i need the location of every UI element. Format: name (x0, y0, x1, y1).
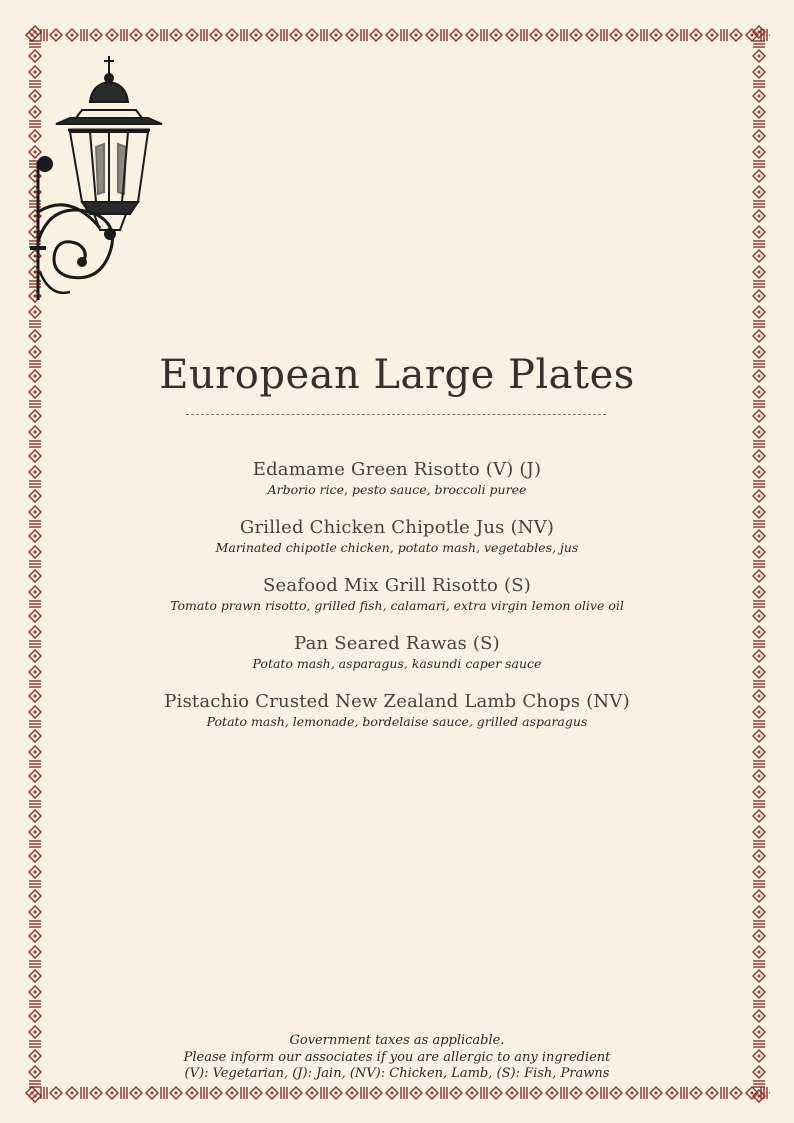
menu-item-description: Arborio rice, pesto sauce, broccoli puree (267, 482, 527, 497)
menu-item-name: Seafood Mix Grill Risotto (S) (263, 575, 531, 596)
footer-notes (0, 1033, 794, 1083)
street-lamp-illustration (30, 52, 170, 302)
menu-item (0, 458, 794, 516)
menu-item (0, 516, 794, 574)
tax-note: Government taxes as applicable. (289, 1033, 505, 1048)
title-divider (186, 414, 606, 415)
menu-item-name: Grilled Chicken Chipotle Jus (NV) (239, 517, 555, 538)
menu-item-description: Tomato prawn risotto, grilled fish, calamari, extra virgin lemon olive oil (170, 598, 624, 613)
menu-item-description: Potato mash, asparagus, kasundi caper sauce (252, 656, 542, 671)
menu-item (0, 690, 794, 748)
menu-items-list (0, 458, 794, 748)
menu-item-name: Pan Seared Rawas (S) (294, 633, 500, 654)
page-title: European Large Plates (159, 352, 635, 398)
menu-item (0, 632, 794, 690)
menu-item-name: Pistachio Crusted New Zealand Lamb Chops (NV) (164, 691, 630, 712)
allergy-note: Please inform our associates if you are allergic to any ingredient (183, 1049, 611, 1065)
legend-note: (V): Vegetarian, (J): Jain, (NV): Chicken, Lamb, (S): Fish, Prawns (184, 1066, 610, 1081)
border-bottom (24, 1082, 770, 1104)
menu-item (0, 574, 794, 632)
menu-item-description: Marinated chipotle chicken, potato mash, vegetables, jus (215, 540, 579, 555)
border-top (24, 24, 770, 46)
menu-item-description: Potato mash, lemonade, bordelaise sauce, grilled asparagus (206, 714, 588, 729)
menu-item-name: Edamame Green Risotto (V) (J) (252, 459, 542, 480)
